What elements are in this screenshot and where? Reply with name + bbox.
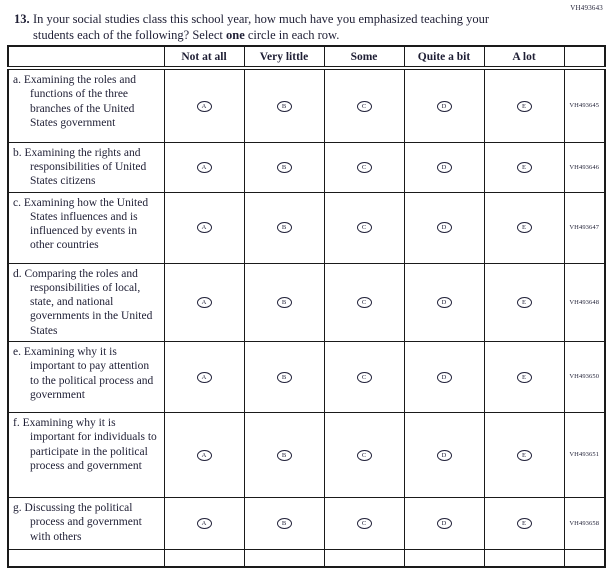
answer-bubble-e[interactable]: E xyxy=(517,450,532,461)
answer-bubble-b[interactable]: B xyxy=(277,518,292,529)
question-number: 13. xyxy=(14,12,30,26)
answer-bubble-a[interactable]: A xyxy=(197,450,212,461)
item-stem-cell xyxy=(8,263,164,341)
answer-bubble-a[interactable]: A xyxy=(197,518,212,529)
item-text: Examining why it is important to pay attention to the political process and government xyxy=(23,345,154,401)
header-empty-code xyxy=(564,46,605,68)
option-cell-quite-a-bit xyxy=(404,142,484,192)
answer-bubble-d[interactable]: D xyxy=(437,297,452,308)
option-cell-a-lot xyxy=(484,192,564,263)
answer-bubble-d[interactable]: D xyxy=(437,222,452,233)
option-cell-a-lot xyxy=(484,142,564,192)
answer-bubble-b[interactable]: B xyxy=(277,222,292,233)
cutoff-cell xyxy=(244,549,324,567)
answer-bubble-d[interactable]: D xyxy=(437,372,452,383)
answer-rows xyxy=(8,68,605,567)
option-cell-very-little xyxy=(244,341,324,412)
cutoff-cell xyxy=(484,549,564,567)
option-cell-a-lot xyxy=(484,341,564,412)
option-cell-quite-a-bit xyxy=(404,497,484,549)
table-row xyxy=(8,497,605,549)
response-matrix-table xyxy=(7,45,606,568)
option-cell-very-little xyxy=(244,263,324,341)
item-text: Discussing the political process and government with others xyxy=(24,501,142,543)
question-text xyxy=(33,12,501,43)
item-stem-cell xyxy=(8,341,164,412)
option-cell-not-at-all xyxy=(164,68,244,142)
option-cell-quite-a-bit xyxy=(404,263,484,341)
answer-bubble-a[interactable]: A xyxy=(197,222,212,233)
option-cell-very-little xyxy=(244,68,324,142)
table-row xyxy=(8,263,605,341)
option-cell-a-lot xyxy=(484,412,564,497)
answer-bubble-c[interactable]: C xyxy=(357,297,372,308)
option-cell-very-little xyxy=(244,142,324,192)
table-row xyxy=(8,192,605,263)
item-letter: c. xyxy=(13,196,21,209)
option-cell-some xyxy=(324,192,404,263)
table-header xyxy=(8,46,605,68)
option-cell-very-little xyxy=(244,192,324,263)
answer-bubble-d[interactable]: D xyxy=(437,101,452,112)
option-cell-some xyxy=(324,68,404,142)
answer-bubble-c[interactable]: C xyxy=(357,372,372,383)
option-cell-very-little xyxy=(244,497,324,549)
answer-bubble-e[interactable]: E xyxy=(517,222,532,233)
answer-bubble-d[interactable]: D xyxy=(437,518,452,529)
header-a-lot: A lot xyxy=(484,46,564,68)
option-cell-not-at-all xyxy=(164,341,244,412)
answer-bubble-e[interactable]: E xyxy=(517,297,532,308)
item-text: Comparing the roles and responsibilities of local, state, and national governments in the United States xyxy=(24,267,153,337)
item-letter: f. xyxy=(13,416,20,429)
table-row xyxy=(8,341,605,412)
item-letter: g. xyxy=(13,501,22,514)
header-some: Some xyxy=(324,46,404,68)
option-cell-not-at-all xyxy=(164,192,244,263)
header-not-at-all: Not at all xyxy=(164,46,244,68)
cutoff-cell xyxy=(164,549,244,567)
item-stem-cell xyxy=(8,497,164,549)
option-cell-some xyxy=(324,497,404,549)
answer-bubble-e[interactable]: E xyxy=(517,518,532,529)
option-cell-not-at-all xyxy=(164,263,244,341)
option-cell-quite-a-bit xyxy=(404,341,484,412)
answer-bubble-a[interactable]: A xyxy=(197,297,212,308)
item-letter: b. xyxy=(13,146,22,159)
item-accession-code: VH493650 xyxy=(564,341,605,412)
answer-bubble-c[interactable]: C xyxy=(357,101,372,112)
table-row xyxy=(8,142,605,192)
item-letter: a. xyxy=(13,74,21,86)
option-cell-some xyxy=(324,341,404,412)
table-continuation-cutoff-row xyxy=(8,549,605,567)
header-very-little: Very little xyxy=(244,46,324,68)
cutoff-cell xyxy=(564,549,605,567)
item-accession-code: VH493651 xyxy=(564,412,605,497)
answer-bubble-c[interactable]: C xyxy=(357,450,372,461)
table-row xyxy=(8,412,605,497)
question-text-part1: In your social studies class this school year, how much have you emphasized teaching your students each of the following? Select xyxy=(33,12,489,42)
question-block xyxy=(0,0,611,44)
item-accession-code: VH493648 xyxy=(564,263,605,341)
option-cell-not-at-all xyxy=(164,497,244,549)
answer-bubble-c[interactable]: C xyxy=(357,222,372,233)
option-cell-very-little xyxy=(244,412,324,497)
item-accession-code: VH493645 xyxy=(564,68,605,142)
item-letter: d. xyxy=(13,267,22,280)
item-text: Examining why it is important for individuals to participate in the political process and government xyxy=(22,416,157,472)
table-row xyxy=(8,68,605,142)
option-cell-some xyxy=(324,263,404,341)
option-cell-quite-a-bit xyxy=(404,412,484,497)
cutoff-cell xyxy=(8,549,164,567)
question-text-bold: one xyxy=(226,27,245,42)
answer-bubble-b[interactable]: B xyxy=(277,162,292,173)
option-cell-a-lot xyxy=(484,68,564,142)
question-accession-code: VH493643 xyxy=(570,4,603,12)
answer-bubble-b[interactable]: B xyxy=(277,101,292,112)
option-cell-quite-a-bit xyxy=(404,192,484,263)
header-empty-stem xyxy=(8,46,164,68)
option-cell-not-at-all xyxy=(164,412,244,497)
answer-bubble-b[interactable]: B xyxy=(277,450,292,461)
answer-bubble-b[interactable]: B xyxy=(277,297,292,308)
item-stem-cell xyxy=(8,412,164,497)
item-stem-cell xyxy=(8,192,164,263)
item-stem-cell xyxy=(8,142,164,192)
item-text: Examining how the United States influences and is influenced by events in other countries xyxy=(23,196,149,252)
answer-bubble-a[interactable]: A xyxy=(197,162,212,173)
cutoff-cell xyxy=(324,549,404,567)
item-text: Examining the roles and functions of the three branches of the United States government xyxy=(23,74,136,129)
option-cell-some xyxy=(324,412,404,497)
answer-bubble-e[interactable]: E xyxy=(517,162,532,173)
cutoff-cell xyxy=(404,549,484,567)
item-letter: e. xyxy=(13,345,21,358)
option-cell-quite-a-bit xyxy=(404,68,484,142)
item-text: Examining the rights and responsibilities of United States citizens xyxy=(24,146,147,188)
answer-bubble-c[interactable]: C xyxy=(357,162,372,173)
item-stem-cell xyxy=(8,68,164,142)
option-cell-a-lot xyxy=(484,497,564,549)
item-accession-code: VH493658 xyxy=(564,497,605,549)
question-text-part2: circle in each row. xyxy=(244,27,340,42)
header-quite-a-bit: Quite a bit xyxy=(404,46,484,68)
item-accession-code: VH493646 xyxy=(564,142,605,192)
answer-bubble-a[interactable]: A xyxy=(197,372,212,383)
answer-bubble-b[interactable]: B xyxy=(277,372,292,383)
answer-bubble-e[interactable]: E xyxy=(517,372,532,383)
answer-bubble-d[interactable]: D xyxy=(437,162,452,173)
answer-bubble-d[interactable]: D xyxy=(437,450,452,461)
answer-bubble-c[interactable]: C xyxy=(357,518,372,529)
option-cell-a-lot xyxy=(484,263,564,341)
answer-bubble-e[interactable]: E xyxy=(517,101,532,112)
option-cell-not-at-all xyxy=(164,142,244,192)
answer-bubble-a[interactable]: A xyxy=(197,101,212,112)
option-cell-some xyxy=(324,142,404,192)
item-accession-code: VH493647 xyxy=(564,192,605,263)
